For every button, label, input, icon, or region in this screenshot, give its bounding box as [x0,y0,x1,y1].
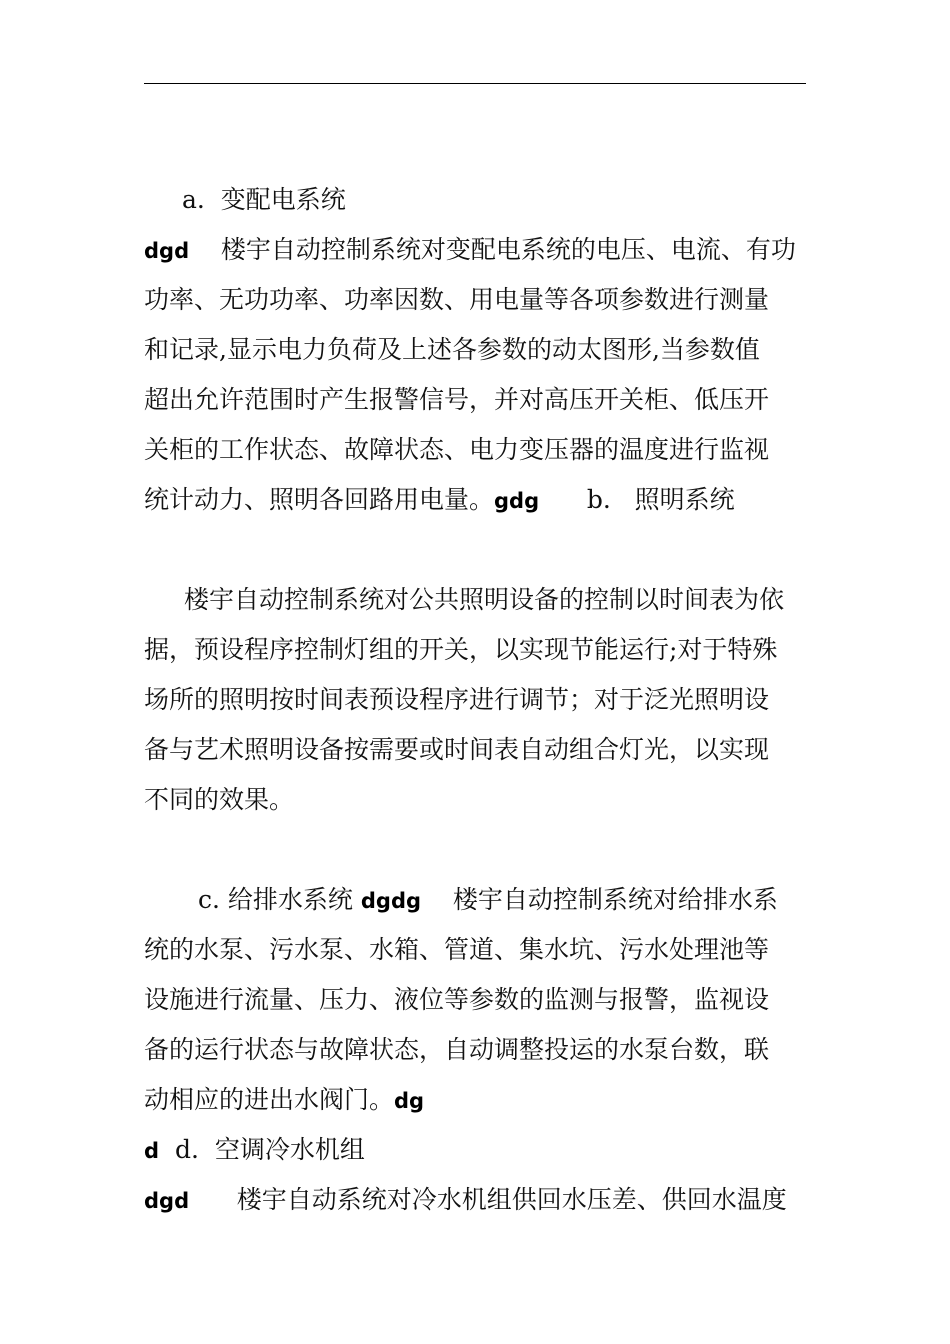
section-d-marker: d. [174,1135,199,1164]
paragraph-line: 超出允许范围时产生报警信号，并对高压开关柜、低压开 [144,385,770,414]
paragraph-line: 和记录,显示电力负荷及上述各参数的动太图形,当参数值 [144,335,760,364]
paragraph-line: 统的水泵、污水泵、水箱、管道、集水坑、污水处理池等 [144,935,770,964]
section-a-marker: a. [182,185,205,214]
section-b-marker: b. [586,485,611,514]
section-a-heading [182,184,346,216]
text-run: 楼宇自动控制系统对变配电系统的电压、电流、有功 [220,235,796,264]
glyph-mark: gdg [494,489,540,513]
paragraph-line [144,234,796,267]
section-a-title: 变配电系统 [220,185,346,214]
paragraph-line [144,1184,787,1217]
section-c-title: 给排水系统 [227,885,353,914]
section-d-heading [144,1134,365,1167]
paragraph-line: 备与艺术照明设备按需要或时间表自动组合灯光，以实现 [144,735,770,764]
text-run: 统计动力、照明各回路用电量。 [144,485,495,514]
paragraph-line: 功率、无功功率、功率因数、用电量等各项参数进行测量 [144,285,770,314]
header-rule [144,83,806,84]
paragraph-line: 不同的效果。 [144,785,295,814]
section-d-title: 空调冷水机组 [214,1135,365,1164]
paragraph-line: 设施进行流量、压力、液位等参数的监测与报警，监视设 [144,985,770,1014]
glyph-mark: dgd [144,1189,190,1213]
glyph-mark: dgdg [360,889,422,913]
text-run: 楼宇自动控制系统对给排水系 [452,885,778,914]
glyph-mark: dgd [144,239,190,263]
paragraph-line: 关柜的工作状态、故障状态、电力变压器的温度进行监视 [144,435,770,464]
section-b-title: 照明系统 [634,485,735,514]
section-c-heading [198,884,778,917]
glyph-mark: d [144,1139,160,1163]
text-run: 动相应的进出水阀门。 [144,1085,395,1114]
section-c-marker: c. [198,885,220,914]
paragraph-line: 据，预设程序控制灯组的开关，以实现节能运行;对于特殊 [144,635,778,664]
paragraph-line: 楼宇自动控制系统对公共照明设备的控制以时间表为依 [184,585,785,614]
paragraph-line: 场所的照明按时间表预设程序进行调节；对于泛光照明设 [144,685,770,714]
paragraph-line [144,484,735,517]
text-run: 楼宇自动系统对冷水机组供回水压差、供回水温度 [236,1185,787,1214]
paragraph-line [144,1084,424,1117]
glyph-mark: dg [394,1089,425,1113]
paragraph-line: 备的运行状态与故障状态，自动调整投运的水泵台数，联 [144,1035,770,1064]
